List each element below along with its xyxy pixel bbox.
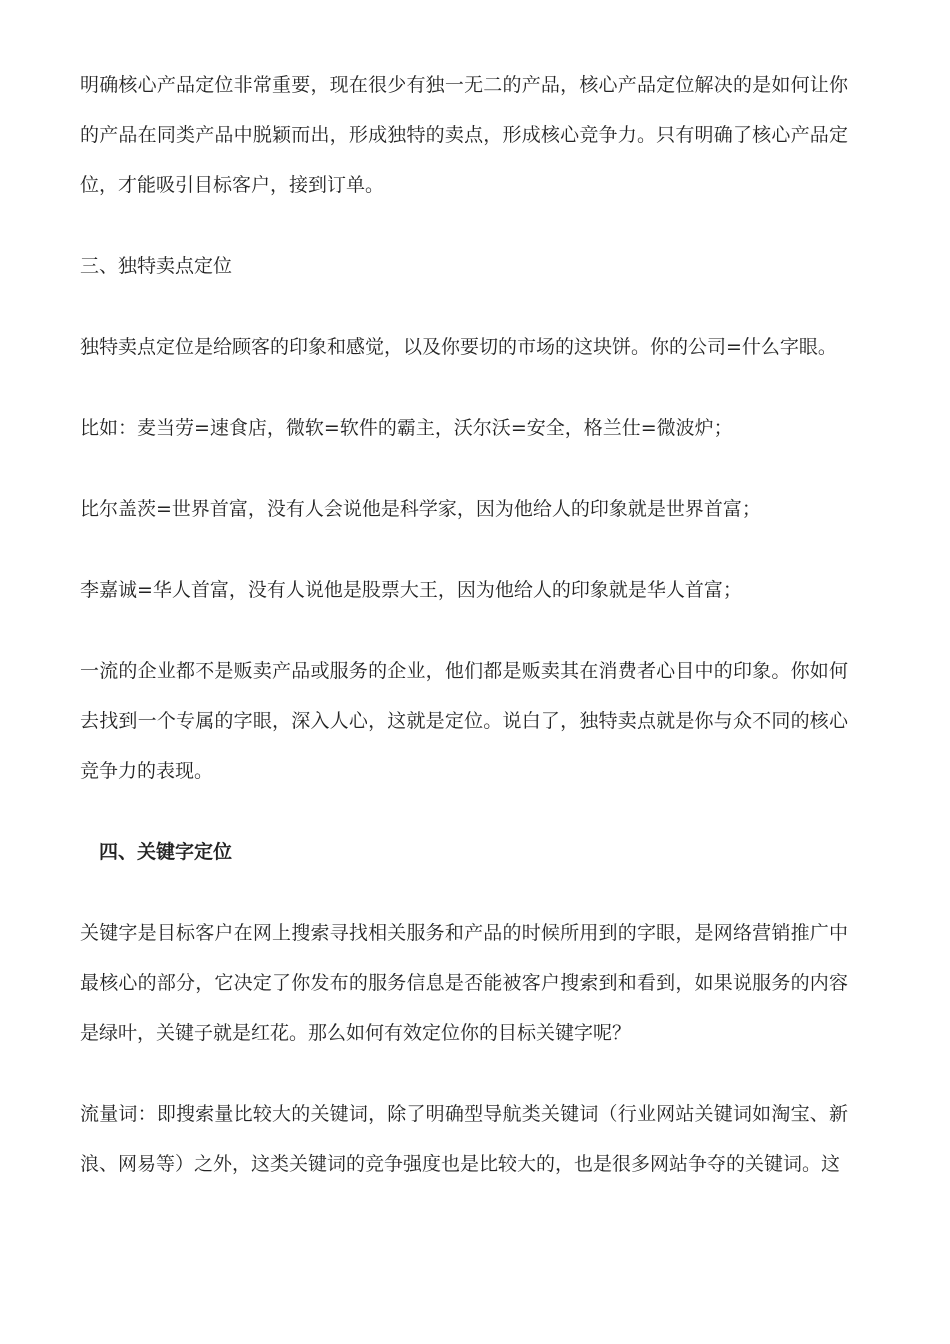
document-page — [80, 60, 848, 1220]
paragraph-li-ka-shing-example: 李嘉诚=华人首富，没有人说他是股票大王，因为他给人的印象就是华人首富； — [80, 579, 742, 601]
paragraph-usp-definition: 独特卖点定位是给顾客的印象和感觉，以及你要切的市场的这块饼。你的公司=什么字眼。 — [80, 336, 837, 358]
paragraph-bill-gates-example: 比尔盖茨=世界首富，没有人会说他是科学家，因为他给人的印象就是世界首富； — [80, 498, 761, 520]
paragraph-core-product-positioning: 明确核心产品定位非常重要，现在很少有独一无二的产品，核心产品定位解决的是如何让你的产品在同类产品中脱颖而出，形成独特的卖点，形成核心竞争力。只有明确了核心产品定位，才能吸引目标客户，接到订单。 — [80, 74, 848, 196]
paragraph-brand-examples: 比如：麦当劳=速食店，微软=软件的霸主，沃尔沃=安全，格兰仕=微波炉； — [80, 417, 733, 439]
section-heading-keyword-positioning: 四、关键字定位 — [99, 841, 233, 863]
paragraph-traffic-keywords: 流量词：即搜索量比较大的关键词，除了明确型导航类关键词（行业网站关键词如淘宝、新浪、网易等）之外，这类关键词的竞争强度也是比较大的，也是很多网站争夺的关键词。这 — [80, 1103, 848, 1175]
paragraph-first-class-enterprise: 一流的企业都不是贩卖产品或服务的企业，他们都是贩卖其在消费者心目中的印象。你如何去找到一个专属的字眼，深入人心，这就是定位。说白了，独特卖点就是你与众不同的核心竞争力的表现。 — [80, 660, 848, 782]
section-heading-unique-selling-point: 三、独特卖点定位 — [80, 255, 233, 277]
paragraph-keyword-definition: 关键字是目标客户在网上搜索寻找相关服务和产品的时候所用到的字眼，是网络营销推广中最核心的部分，它决定了你发布的服务信息是否能被客户搜索到和看到，如果说服务的内容是绿叶，关键子就是红花。那么如何有效定位你的目标关键字呢？ — [80, 922, 848, 1044]
